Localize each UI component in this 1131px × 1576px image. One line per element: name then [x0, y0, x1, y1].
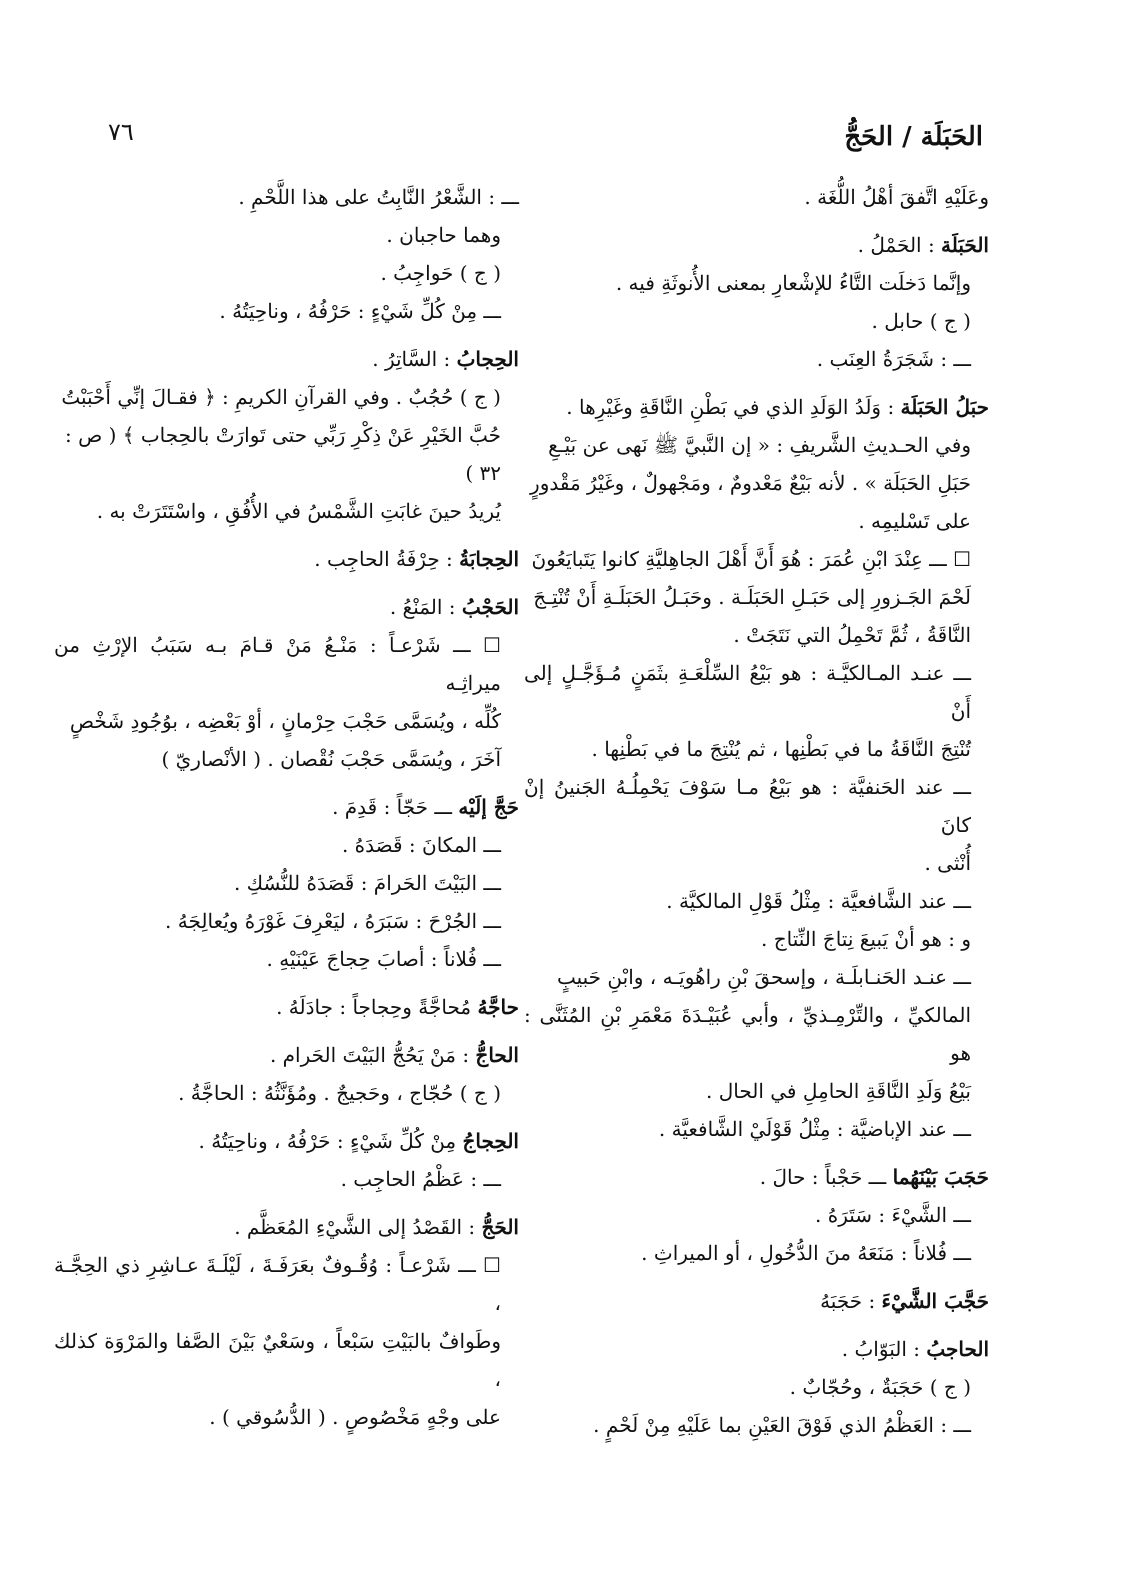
entry-text-line: [54, 902, 519, 940]
entry-text-line: [524, 768, 989, 844]
entry-text-line: [524, 1196, 989, 1234]
entry-text-line: [54, 178, 519, 216]
headword: الحِجابَةُ: [459, 547, 519, 571]
entry-text-line: [524, 578, 989, 616]
entry-text-line: [54, 702, 519, 740]
entry-headword-line: [524, 226, 989, 264]
entry-text-line: [524, 654, 989, 730]
definition-text: ـــ : شَجَرَةُ العِنَب .: [816, 347, 971, 371]
entry-text-line: [524, 1110, 989, 1148]
entry-headword-line: [524, 1282, 989, 1320]
definition-text: ـــ عنـد المـالكيَّـة : هو بَيْعُ السِّلْعَـةِ بثَمَنٍ مُـؤَجَّـلٍ إلى أَنْ: [524, 661, 971, 723]
definition-text: : البَوّابُ .: [841, 1337, 927, 1361]
entry-text-line: [54, 1322, 519, 1398]
definition-text: ( ج ) حابل .: [871, 309, 971, 333]
entry-headword-line: [54, 588, 519, 626]
left-column: [54, 178, 519, 1436]
definition-text: : المَنْعُ .: [389, 595, 462, 619]
headword: الحاجُّ: [475, 1043, 519, 1067]
entry-headword-line: [54, 1122, 519, 1160]
definition-text: : مَنْ يَحُجُّ البَيْتَ الحَرام .: [269, 1043, 476, 1067]
entry-text-line: [524, 502, 989, 540]
definition-text: ـــ المكانَ : قَصَدَهُ .: [341, 833, 501, 857]
entry-text-line: [54, 416, 519, 454]
entry-text-line: [54, 454, 519, 492]
definition-text: حَبَلِ الحَبَلَة » . لأنه بَيْعٌ مَعْدومٌ ، ومَجْهولٌ ، وغَيْرُ مَقْدورٍ: [530, 471, 971, 495]
entry-text-line: [524, 1234, 989, 1272]
definition-text: وفي الحـديثِ الشَّريفِ : « إن النَّبيَّ ﷺ نَهى عن بَيْـعِ: [548, 433, 971, 457]
entry-headword-line: [54, 988, 519, 1026]
definition-text: ـــ فُلاناً : مَنَعَهُ منَ الدُّخُولِ ، أو الميراثِ .: [641, 1241, 971, 1265]
entry-text-line: [54, 864, 519, 902]
definition-text: مُحاجَّةً وحِجاجاً : جادَلَهُ .: [276, 995, 478, 1019]
definition-text: ـــ حَجّاً : قَدِمَ .: [332, 795, 459, 819]
definition-text: كُلِّه ، ويُسَمَّى حَجْبَ حِرْمانٍ ، أوْ بَعْضِه ، بوُجُودِ شَخْصٍ: [69, 709, 501, 733]
entry-headword-line: [524, 1158, 989, 1196]
entry-text-line: [524, 958, 989, 996]
entry-text-line: [524, 1406, 989, 1444]
definition-text: ـــ : العَظْمُ الذي فَوْقَ العَيْنِ بما عَلَيْهِ مِنْ لَحْمٍ .: [593, 1413, 971, 1437]
entry-text-line: [524, 464, 989, 502]
entry-text-line: [524, 616, 989, 654]
definition-text: آخَرَ ، ويُسَمَّى حَجْبَ نُقْصان . ( الأنْصاريّ ): [161, 747, 501, 771]
definition-text: ☐ ـــ شَرْعـاً : مَنْـعُ مَنْ قـامَ بـه سَبَبُ الإرْثِ من ميراثِـه: [54, 633, 501, 695]
definition-text: المالكيِّ ، والتِّرْمِـذيِّ ، وأبي عُبَيْـدَةَ مَعْمَرِ بْنِ المُثَنَّى : هو: [524, 1003, 971, 1065]
headword: الحِجاجُ: [462, 1129, 519, 1153]
entry-text-line: [524, 426, 989, 464]
definition-text: يُريدُ حينَ غابَتِ الشَّمْسُ في الأُفُقِ ، واسْتَتَرَتْ به .: [96, 499, 501, 523]
headword: حَجَبَ بَيْنَهُما: [892, 1165, 989, 1189]
right-column: [524, 178, 989, 1444]
entry-headword-line: [54, 788, 519, 826]
definition-text: ☐ ـــ عِنْدَ ابْنِ عُمَرَ : هُوَ أَنَّ أَهْلَ الجاهِليَّةِ كانوا يَتَبايَعُونَ: [531, 547, 971, 571]
entry-text-line: [524, 302, 989, 340]
entry-text-line: [54, 1398, 519, 1436]
entry-headword-line: [54, 340, 519, 378]
definition-text: ( ج ) حَجَبَةٌ ، وحُجّابٌ .: [789, 1375, 971, 1399]
definition-text: ـــ حَجْباً : حالَ .: [759, 1165, 893, 1189]
entry-text-line: [524, 1368, 989, 1406]
entry-text-line: [54, 1074, 519, 1112]
entry-text-line: [524, 844, 989, 882]
entry-text-line: [54, 1160, 519, 1198]
definition-text: على وجْهٍ مَخْصُوصٍ . ( الدُّسُوقي ) .: [209, 1405, 501, 1429]
headword: الحَجُّ: [481, 1215, 519, 1239]
page-header-title: الحَبَلَة / الحَجُّ: [844, 122, 983, 152]
definition-text: النَّاقَةُ ، ثُمَّ تَحْمِلُ التي نَتَجَتْ .: [733, 623, 971, 647]
definition-text: وعَلَيْهِ اتَّفقَ أهْلُ اللُّغَة .: [804, 185, 989, 209]
definition-text: ـــ : الشَّعْرُ النَّابِتُ على هذا اللَّحْمِ .: [238, 185, 519, 209]
definition-text: : القَصْدُ إلى الشَّيْءِ المُعَظَّم .: [234, 1215, 482, 1239]
entry-headword-line: [524, 388, 989, 426]
definition-text: ـــ البَيْتَ الحَرامَ : قَصَدَهُ للنُّسُكِ .: [233, 871, 501, 895]
entry-text-line: [524, 882, 989, 920]
entry-text-line: [54, 940, 519, 978]
definition-text: وطَوافٌ بالبَيْتِ سَبْعاً ، وسَعْيٌ بَيْنَ الصَّفا والمَرْوَة كذلك ،: [54, 1329, 501, 1391]
entry-text-line: [54, 626, 519, 702]
entry-headword-line: [54, 1036, 519, 1074]
entry-text-line: [524, 540, 989, 578]
definition-text: ـــ عند الإباضيَّة : مِثْلُ قَوْلَيْ الشَّافعيَّة .: [658, 1117, 971, 1141]
definition-text: على تَسْليمِه .: [858, 509, 971, 533]
entry-text-line: [524, 264, 989, 302]
definition-text: ـــ فُلاناً : أصابَ حِجاجَ عَيْنَيْهِ .: [266, 947, 501, 971]
entry-text-line: [54, 378, 519, 416]
entry-text-line: [524, 920, 989, 958]
definition-text: ( ج ) حَواجِبُ .: [380, 261, 501, 285]
definition-text: ـــ عنـد الحَنـابلَـة ، وإسحقَ بْنِ راهُويَـه ، وابْنِ حَبيبٍ: [556, 965, 971, 989]
entry-text-line: [54, 216, 519, 254]
entry-text-line: [524, 1072, 989, 1110]
headword: الحاجبُ: [926, 1337, 989, 1361]
definition-text: أُنْثى .: [924, 851, 971, 875]
entry-text-line: [524, 996, 989, 1072]
headword: الحَبَلَة: [941, 233, 989, 257]
definition-text: وإنَّما دَخلَت التَّاءُ للإشْعارِ بمعنى الأُنوثَةِ فيه .: [615, 271, 971, 295]
definition-text: و : هو أنْ يَبيعَ نِتاجَ النِّتاج .: [761, 927, 971, 951]
entry-text-line: [54, 740, 519, 778]
definition-text: ( ج ) حُجّاج ، وحَجيجٌ . ومُؤَنَّثُهُ : الحاجَّةُ .: [178, 1081, 501, 1105]
headword: حبَلُ الحَبَلَة: [900, 395, 989, 419]
definition-text: ـــ عند الحَنفيَّة : هو بَيْعُ مـا سَوْفَ يَحْمِلُـهُ الجَنينُ إنْ كانَ: [524, 775, 971, 837]
definition-text: ـــ الشَّيْءَ : سَتَرَهُ .: [815, 1203, 971, 1227]
definition-text: ـــ عند الشَّافعيَّة : مِثْلُ قَوْلِ المالكيَّة .: [666, 889, 971, 913]
definition-text: ـــ الجُرْحَ : سَبَرَهُ ، ليَعْرِفَ غَوْرَهُ ويُعالِجَهُ .: [165, 909, 501, 933]
definition-text: ☐ ـــ شَرْعـاً : وُقُـوفٌ بعَرَفَـةَ ، لَيْلَـةَ عـاشِرِ ذي الحِجَّـة ،: [54, 1253, 501, 1315]
entry-text-line: [54, 1246, 519, 1322]
definition-text: ( ج ) حُجُبٌ . وفي القرآنِ الكريمِ : ﴿ فقـالَ إنِّي أَحْبَبْتُ: [61, 385, 501, 409]
headword: حَجَّبَ الشَّيْءَ: [881, 1289, 989, 1313]
entry-text-line: [524, 730, 989, 768]
definition-text: ـــ : عَظْمُ الحاجِب .: [340, 1167, 501, 1191]
definition-text: ٣٢ ): [465, 461, 501, 485]
definition-text: لَحْمَ الجَـزورِ إلى حَبَـلِ الحَبَلَـة . وحَبَـلُ الحَبَلَـةِ أَنْ تُنْتِـجَ: [533, 585, 971, 609]
headword: الحَجْبُ: [461, 595, 519, 619]
definition-text: وهما حاجبان .: [386, 223, 501, 247]
headword: حَجَّ إلَيْه: [458, 795, 519, 819]
entry-text-line: [54, 292, 519, 330]
definition-text: حُبَّ الخَيْرِ عَنْ ذِكْرِ رَبِّي حتى تَوارَتْ بالحِجاب ﴾ ( ص :: [64, 423, 501, 447]
entry-text-line: [54, 826, 519, 864]
entry-text-line: [54, 492, 519, 530]
definition-text: : حِرْفَةُ الحاجِب .: [314, 547, 460, 571]
entry-text-line: [54, 254, 519, 292]
page-number: ٧٦: [108, 118, 134, 146]
entry-headword-line: [54, 540, 519, 578]
definition-text: تُنْتِجَ النَّاقَةُ ما في بَطْنِها ، ثم يُنْتِجَ ما في بَطْنِها .: [591, 737, 971, 761]
headword: الحِجابُ: [456, 347, 519, 371]
definition-text: : الحَمْلُ .: [857, 233, 942, 257]
entry-text-line: [524, 178, 989, 216]
headword: حاجَّهُ: [477, 995, 519, 1019]
definition-text: ـــ مِنْ كُلِّ شَيْءٍ : حَرْفُهُ ، وناحِيَتُهُ .: [219, 299, 501, 323]
entry-headword-line: [524, 1330, 989, 1368]
definition-text: : حَجَبَهُ: [820, 1289, 882, 1313]
definition-text: : السَّاتِرُ .: [372, 347, 457, 371]
definition-text: بَيْعُ وَلَدِ النَّاقَةِ الحامِلِ في الحال .: [706, 1079, 971, 1103]
definition-text: : وَلَدُ الوَلَدِ الذي في بَطْنِ النَّاقَةِ وغَيْرِها .: [566, 395, 901, 419]
definition-text: مِنْ كُلِّ شَيْءٍ : حَرْفُهُ ، وناحِيَتُهُ .: [198, 1129, 463, 1153]
entry-text-line: [524, 340, 989, 378]
entry-headword-line: [54, 1208, 519, 1246]
